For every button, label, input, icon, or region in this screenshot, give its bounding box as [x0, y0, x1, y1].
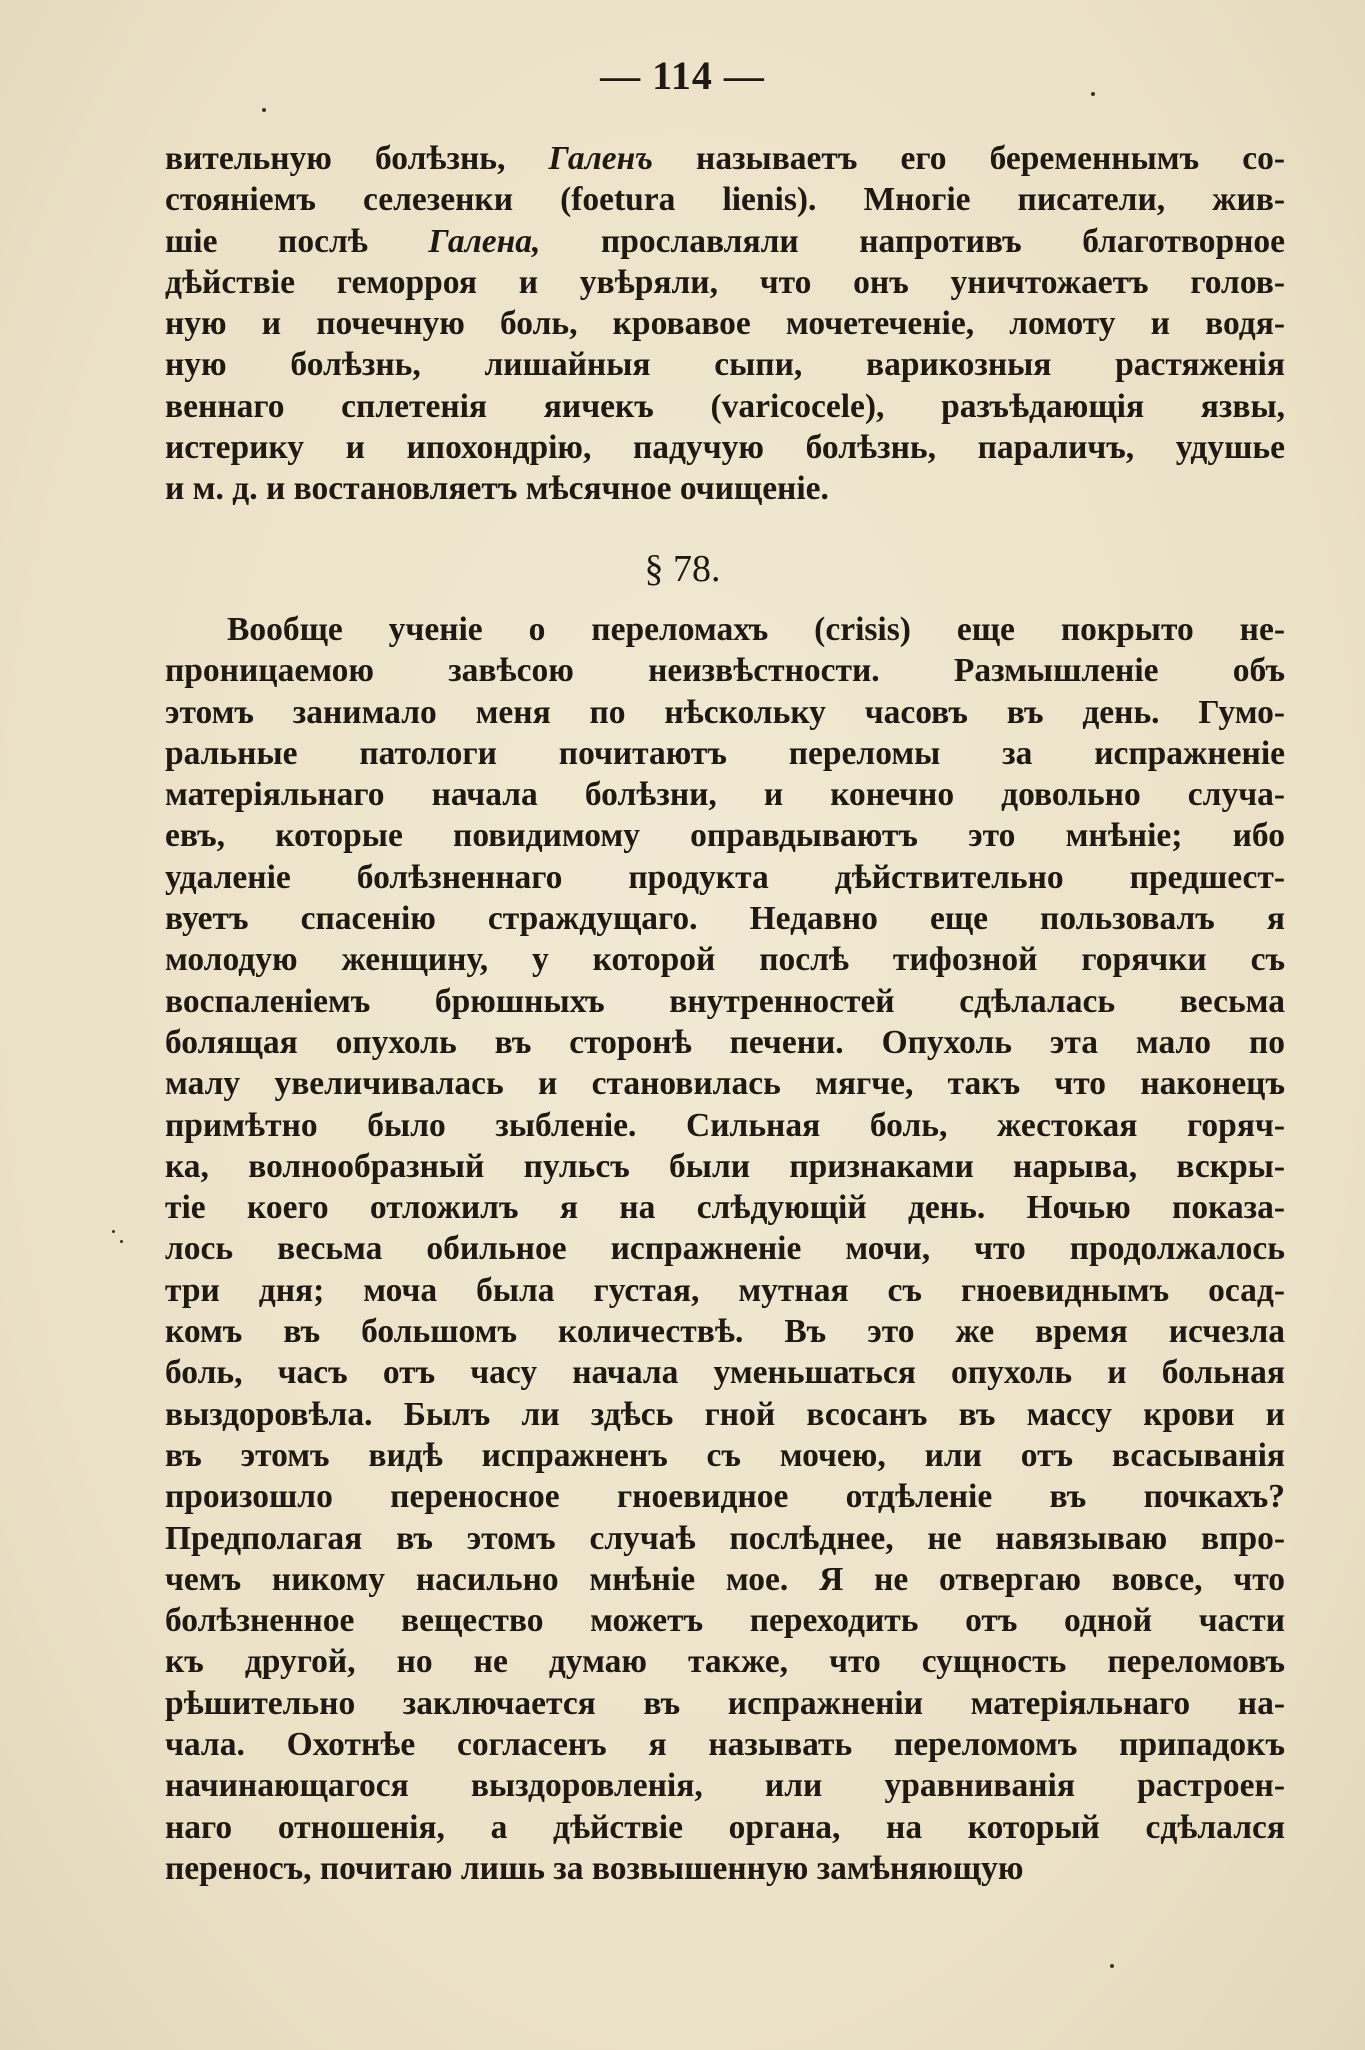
text-line: ка, волнообразный пульсъ были признаками нарыва, вскры-	[165, 1147, 1285, 1185]
paragraph-section-78	[165, 609, 1285, 1889]
text-line: стоянiемъ селезенки (foetura lienis). Многiе писатели, жив-	[165, 181, 1285, 219]
text-line: вительную болѣзнь, Галенъ называетъ его беременнымъ со-	[165, 140, 1285, 177]
text-line: ную и почечную боль, кровавое мочетеченiе, ломоту и водя-	[165, 305, 1285, 343]
text-line: веннаго сплетенiя яичекъ (varicocele), разъѣдающiя язвы,	[165, 387, 1285, 425]
text-line: вуетъ спасенiю страждущаго. Недавно еще пользовалъ я	[165, 900, 1285, 938]
text-line: проницаемою завѣсою неизвѣстности. Размышленiе объ	[165, 652, 1285, 690]
text-line: удаленiе болѣзненнаго продукта дѣйствительно предшест-	[165, 858, 1285, 896]
text-line: этомъ занимало меня по нѣскольку часовъ въ день. Гумо-	[165, 693, 1285, 731]
text-line: переносъ, почитаю лишь за возвышенную замѣняющую	[165, 1849, 1024, 1887]
text-line: рѣшительно заключается въ испражненiи матерiяльнаго на-	[165, 1684, 1285, 1722]
print-speck	[120, 1240, 123, 1243]
text-line: произошло переносное гноевидное отдѣленiе въ почкахъ?	[165, 1478, 1285, 1516]
text-line: ральные патологи почитаютъ переломы за испражненiе	[165, 734, 1285, 772]
text-line: дѣйствiе геморроя и увѣряли, что онъ уничтожаетъ голов-	[165, 263, 1285, 301]
text-line: малу увеличивалась и становилась мягче, такъ что наконецъ	[165, 1065, 1285, 1103]
section-heading: § 78.	[644, 548, 721, 590]
text-line: начинающагося выздоровленiя, или уравниванiя растроен-	[165, 1767, 1285, 1805]
text-line: выздоровѣла. Былъ ли здѣсь гной всосанъ въ массу крови и	[165, 1395, 1285, 1433]
text-line: молодую женщину, у которой послѣ тифозной горячки съ	[165, 941, 1285, 979]
text-line: въ этомъ видѣ испражненъ съ мочею, или отъ всасыванiя	[165, 1436, 1285, 1474]
print-speck	[112, 1230, 115, 1233]
text-line: шiе послѣ Галена, прославляли напротивъ благотворное	[165, 222, 1285, 260]
text-line: евъ, которые повидимому оправдываютъ это мнѣнiе; ибо	[165, 817, 1285, 855]
text-line: и м. д. и востановляетъ мѣсячное очищенiе.	[165, 470, 829, 508]
text-line: болящая опухоль въ сторонѣ печени. Опухоль эта мало по	[165, 1023, 1285, 1061]
page-number: — 114 —	[600, 53, 765, 98]
text-line: Вообще ученiе о переломахъ (crisis) еще покрыто не-	[227, 611, 1285, 648]
text-line: чала. Охотнѣе согласенъ я называть переломомъ припадокъ	[165, 1726, 1285, 1764]
text-line: тiе коего отложилъ я на слѣдующiй день. Ночью показа-	[165, 1189, 1285, 1227]
text-line: истерику и ипохондрiю, падучую болѣзнь, параличъ, удушье	[165, 429, 1285, 467]
print-speck	[1091, 92, 1095, 96]
paragraph-continued	[165, 138, 1285, 510]
text-line: наго отношенiя, а дѣйствiе органа, на который сдѣлался	[165, 1808, 1285, 1846]
text-line: три дня; моча была густая, мутная съ гноевиднымъ осад-	[165, 1271, 1285, 1309]
text-line: къ другой, но не думаю также, что сущность переломовъ	[165, 1643, 1285, 1681]
print-speck	[262, 108, 266, 112]
text-line: примѣтно было зыбленiе. Сильная боль, жестокая горяч-	[165, 1106, 1285, 1144]
text-line: воспаленiемъ брюшныхъ внутренностей сдѣлалась весьма	[165, 982, 1285, 1020]
text-line: болѣзненное вещество можетъ переходить отъ одной части	[165, 1602, 1285, 1640]
text-line: боль, часъ отъ часу начала уменьшаться опухоль и больная	[165, 1354, 1285, 1392]
print-speck	[1110, 1964, 1114, 1968]
text-line: Предполагая въ этомъ случаѣ послѣднее, не навязываю впро-	[165, 1519, 1285, 1557]
text-line: лось весьма обильное испражненiе мочи, что продолжалось	[165, 1230, 1285, 1268]
text-line: матерiяльнаго начала болѣзни, и конечно довольно случа-	[165, 776, 1285, 814]
text-line: комъ въ большомъ количествѣ. Въ это же время исчезла	[165, 1313, 1285, 1351]
text-line: чемъ никому насильно мнѣнiе мое. Я не отвергаю вовсе, что	[165, 1560, 1285, 1598]
text-line: ную болѣзнь, лишайныя сыпи, варикозныя растяженiя	[165, 346, 1285, 384]
